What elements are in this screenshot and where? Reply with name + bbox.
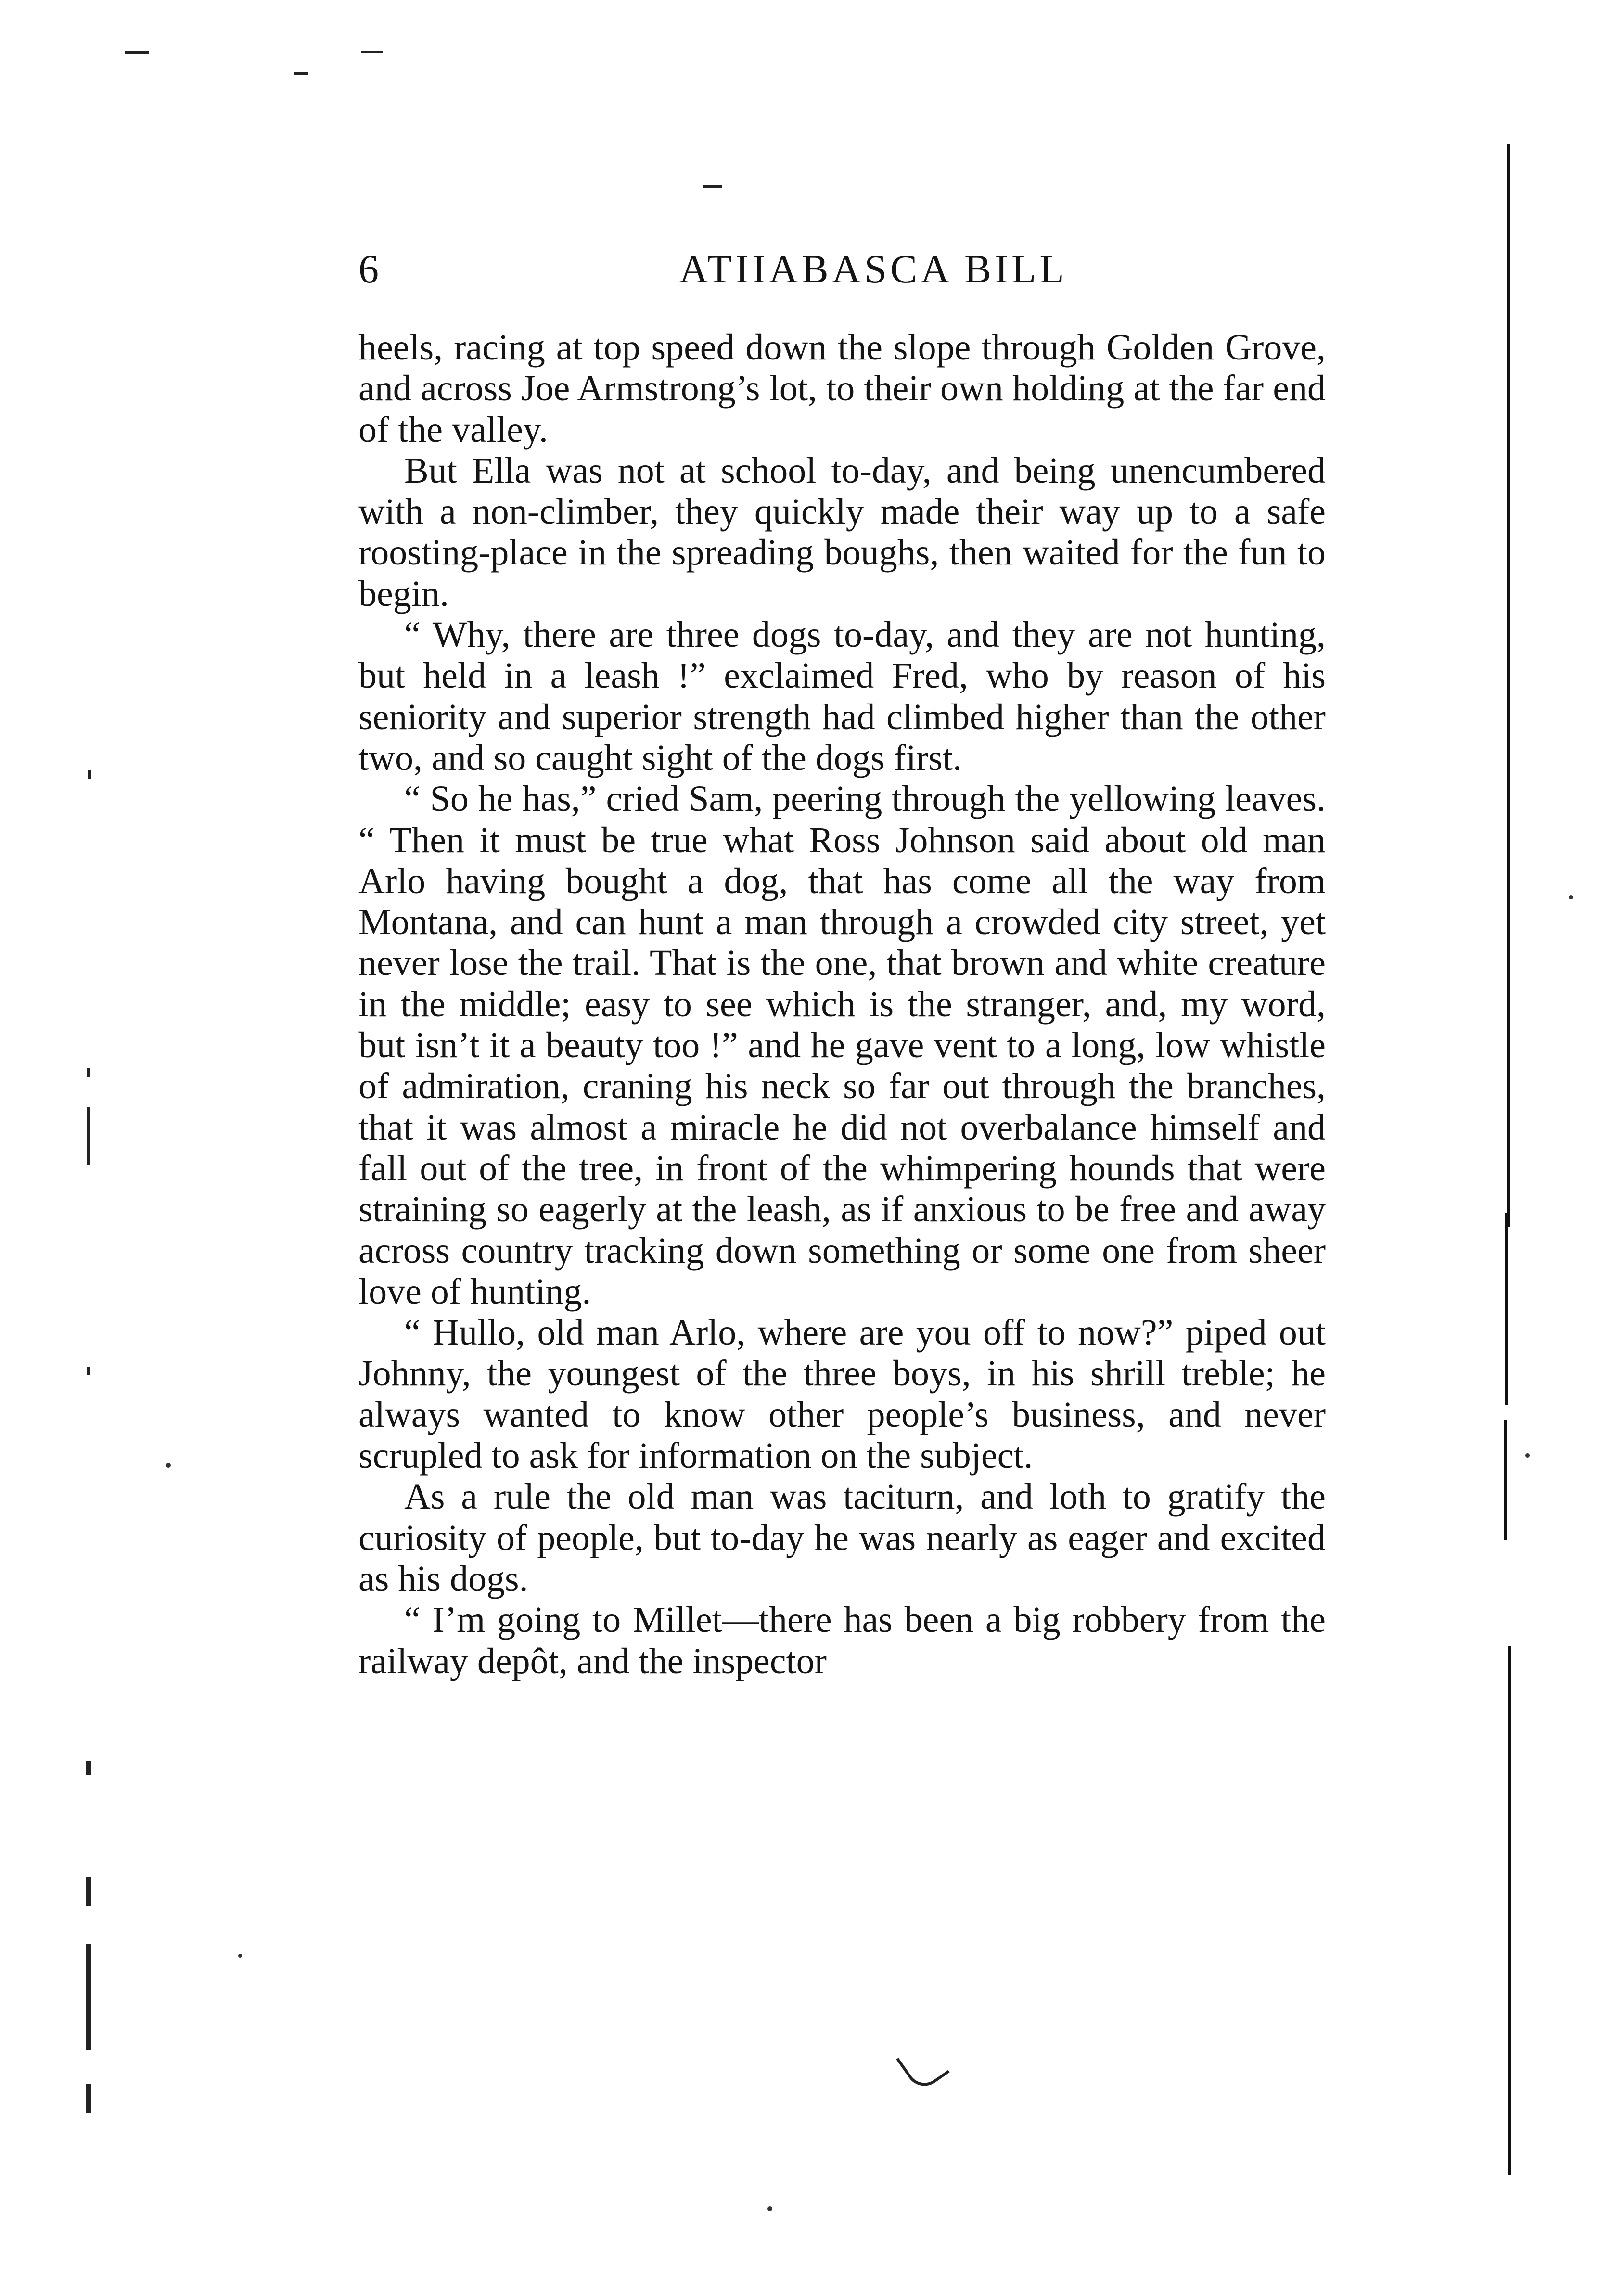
scan-speck xyxy=(703,185,722,188)
paragraph-3: “ Why, there are three dogs to-day, and they are not hunting, but held in a leash !” exclaimed Fred, who by reason of his seniority and superior strength had climbed higher than the other two, and so caught sight of the dogs first. xyxy=(358,615,1326,778)
page-edge-line xyxy=(1504,1420,1507,1540)
scan-speck xyxy=(361,51,383,53)
pencil-mark xyxy=(896,2038,950,2093)
page-edge-line xyxy=(1505,1213,1508,1405)
page-edge-line xyxy=(1507,144,1510,1227)
page-number: 6 xyxy=(358,247,379,292)
scan-speck xyxy=(125,51,149,54)
binding-mark xyxy=(87,1367,90,1375)
paragraph-5: “ Hullo, old man Arlo, where are you off to now?” piped out Johnny, the youngest of the three boys, in his shrill treble; he always wanted to know other people’s business, and never scrupled to ask for information on the subject. xyxy=(358,1312,1326,1476)
paragraph-4: “ So he has,” cried Sam, peering through the yellowing leaves. “ Then it must be true what Ross Johnson said about old man Arlo having bought a dog, that has come all the way from Montana, and can hunt a man through a crowded city street, yet never lose the trail. That is the one, that brown and white creature in the middle; easy to see which is the stranger, and, my word, but isn’t it a beauty too !” and he gave vent to a long, low whistle of admiration, craning his neck so far out through the branches, that it was almost a miracle he did not overbalance himself and fall out of the tree, in front of the whimpering hounds that were straining so eagerly at the leash, as if anxious to be free and away across country tracking down something or some one from sheer love of hunting. xyxy=(358,779,1326,1312)
scan-speck xyxy=(294,72,308,75)
binding-mark xyxy=(86,1877,91,1906)
body-text xyxy=(358,327,1326,1682)
binding-mark xyxy=(88,770,91,779)
binding-mark xyxy=(87,1068,90,1077)
paragraph-1: heels, racing at top speed down the slope through Golden Grove, and across Joe Armstrong’s lot, to their own holding at the far end of the valley. xyxy=(358,327,1326,450)
scan-speck xyxy=(1569,895,1573,899)
paragraph-2: But Ella was not at school to-day, and being unencumbered with a non-climber, they quickly made their way up to a safe roosting-place in the spreading boughs, then waited for the fun to begin. xyxy=(358,450,1326,614)
binding-mark xyxy=(86,1944,91,2050)
scan-speck xyxy=(767,2206,772,2211)
page-header xyxy=(358,243,1326,296)
binding-mark xyxy=(86,1761,91,1775)
binding-mark xyxy=(87,1107,90,1165)
binding-mark xyxy=(86,2084,91,2113)
running-title: ATIIABASCA BILL xyxy=(679,247,1068,292)
paragraph-7: “ I’m going to Millet—there has been a big robbery from the railway depôt, and the inspector xyxy=(358,1600,1326,1681)
scan-speck xyxy=(1525,1453,1530,1458)
page-edge-line xyxy=(1508,1646,1511,2175)
scan-speck xyxy=(166,1463,171,1468)
scan-speck xyxy=(238,1954,242,1958)
paragraph-6: As a rule the old man was taciturn, and loth to gratify the curiosity of people, but to-day he was nearly as eager and excited as his dogs. xyxy=(358,1476,1326,1599)
